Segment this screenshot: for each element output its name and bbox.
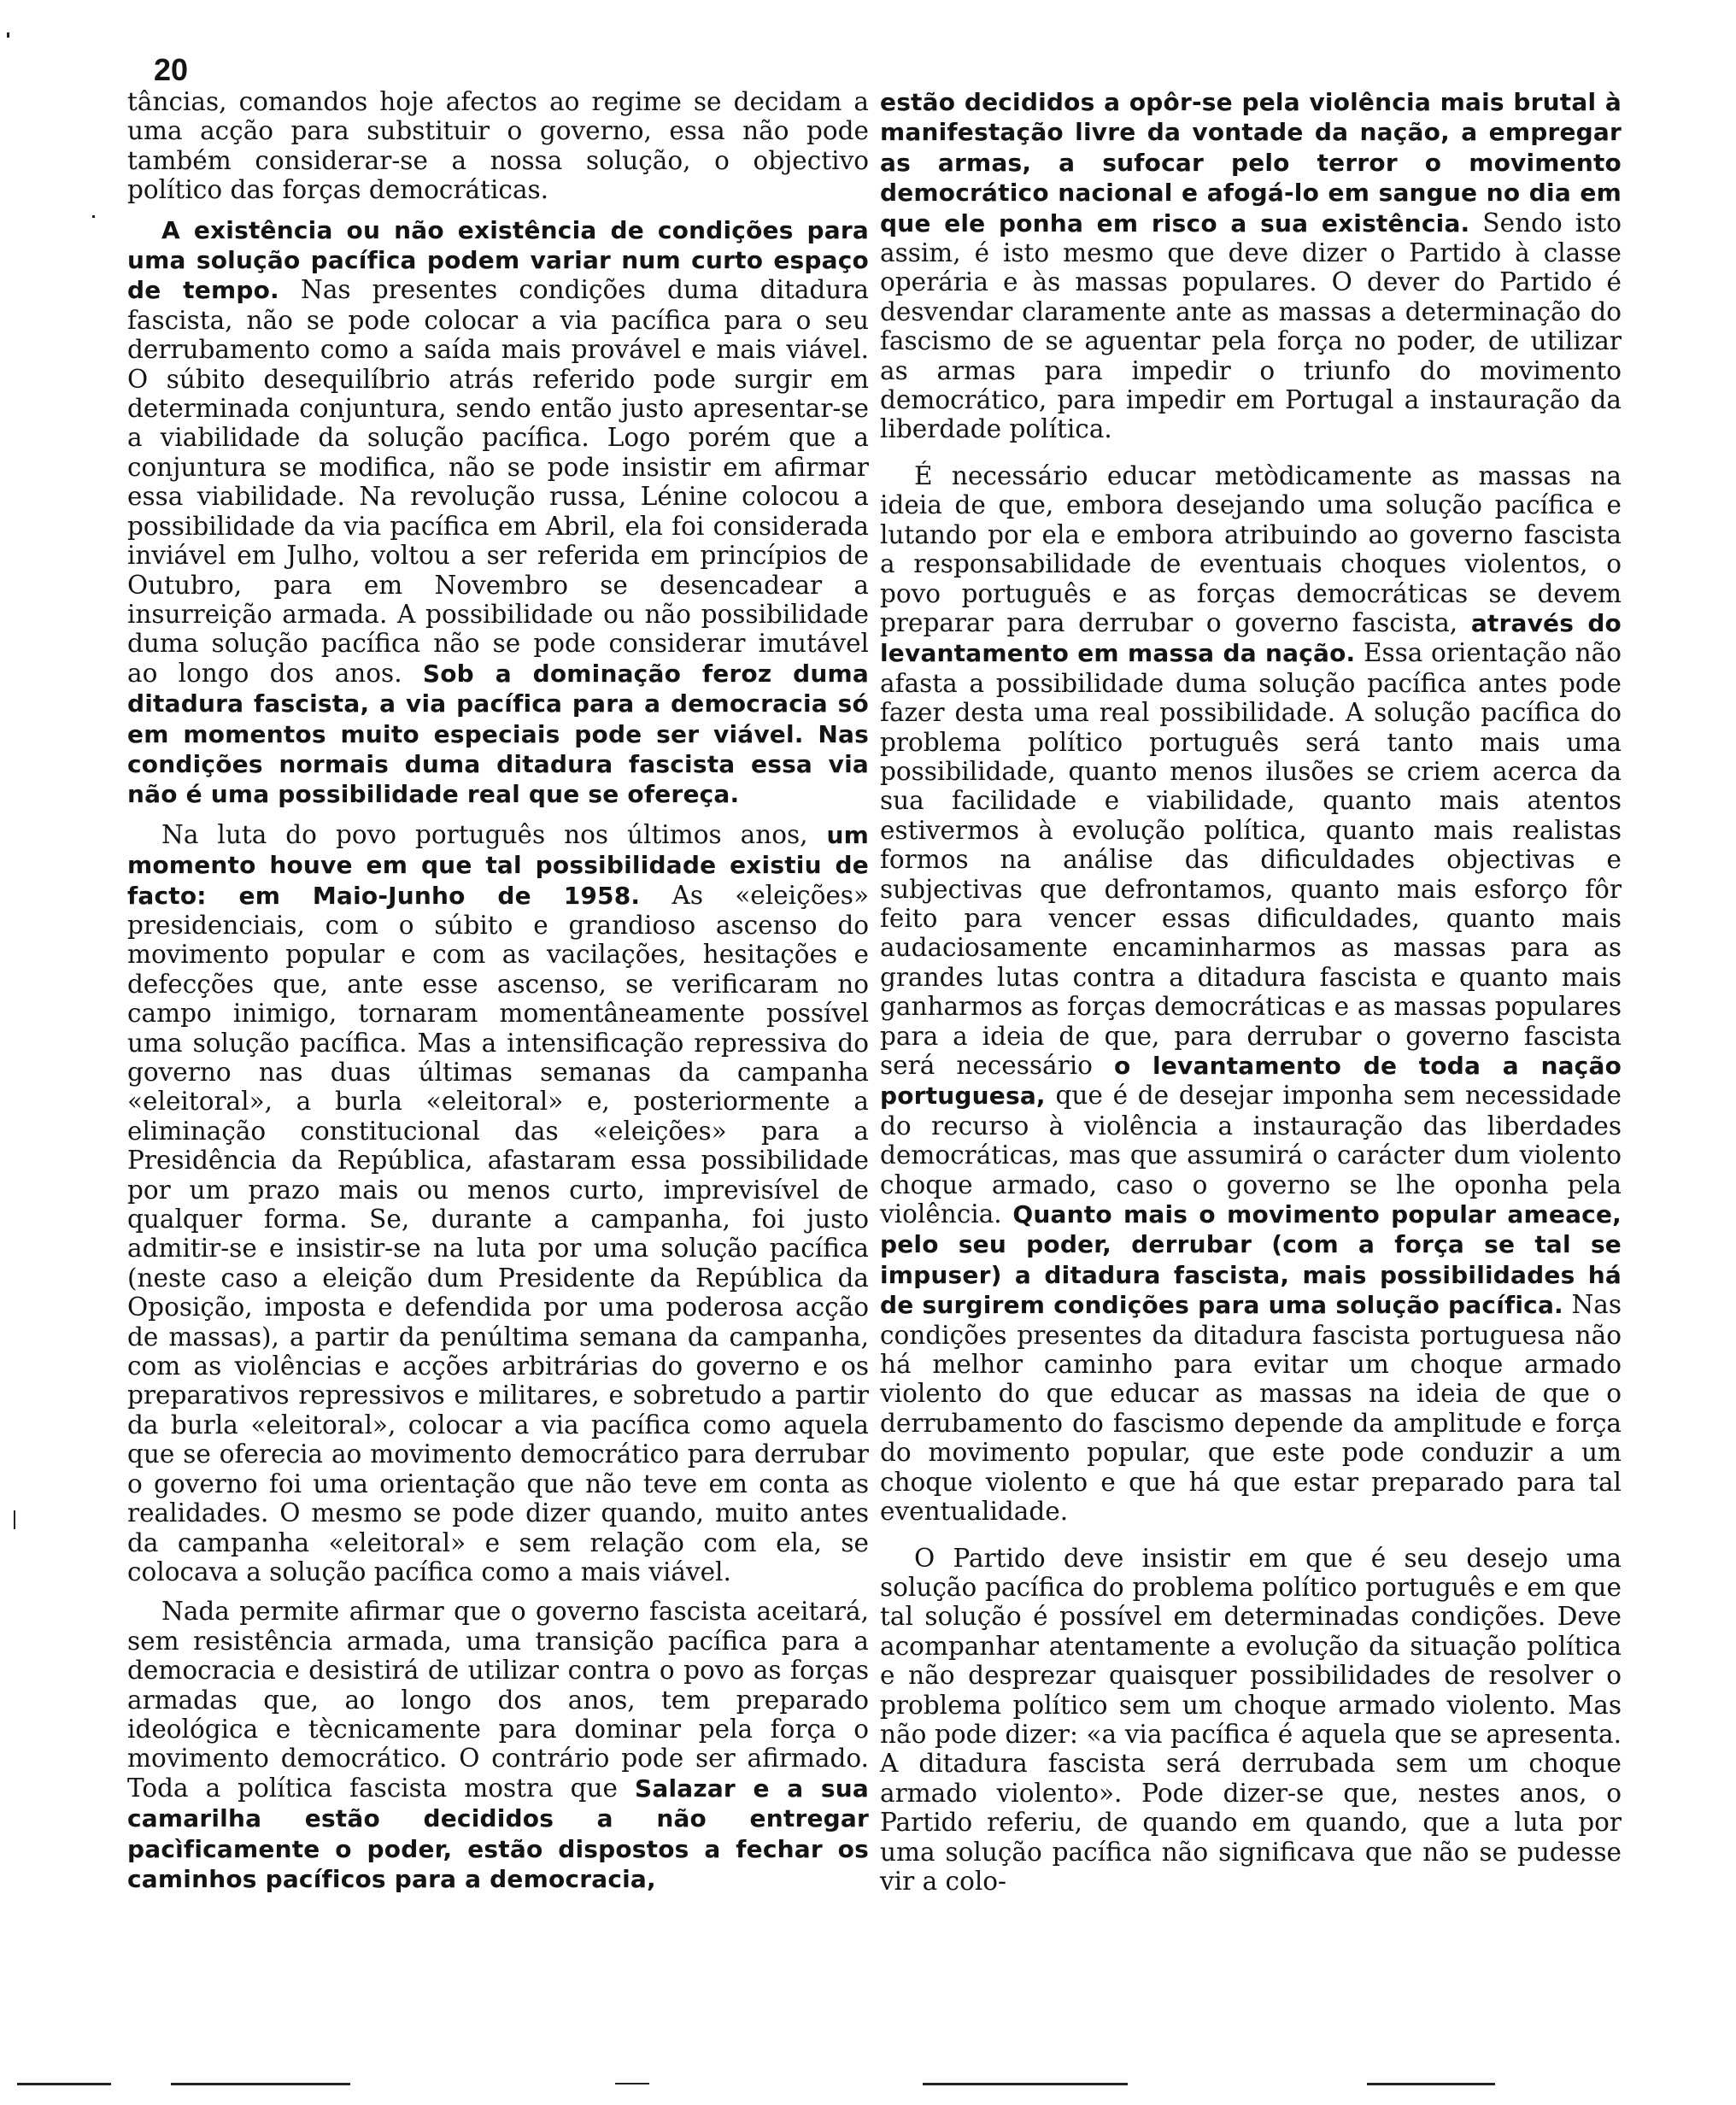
paragraph	[880, 461, 1622, 1527]
text-run: O Partido deve insistir em que é seu desejo uma solução pacífica do problema político português e em que tal solução é possível em determinadas condições. Deve acompanhar atentamente a evolução da situação política e não desprezar quaisquer possibilidades de resolver o problema político sem um choque armado violento. Mas não pode dizer: «a via pacífica é aquela que se apresenta. A ditadura fascista será derrubada sem um choque armado violento». Pode dizer-se que, nestes anos, o Partido referiu, de quando em quando, que a luta por uma solução pacífica não significava que não se pudesse vir a colo-	[880, 1543, 1622, 1896]
bold-text-run: Salazar e a sua camarilha estão decididos a não entregar pacìficamente o poder, estão dispostos a fechar os caminhos pacíficos para a democracia,	[127, 1774, 869, 1893]
scan-mark	[171, 2083, 350, 2085]
scan-mark	[615, 2083, 649, 2084]
paragraph	[127, 215, 869, 810]
page-number: 20	[154, 52, 189, 87]
text-run: É necessário educar metòdicamente as massas na ideia de que, embora desejando uma solução pacífica e lutando por ela e embora atribuindo ao governo fascista a responsabilidade de eventuais choques violentos, o povo português e as forças democráticas se devem preparar para derrubar o governo fascista,	[880, 460, 1622, 637]
text-run: Nada permite afirmar que o governo fascista aceitará, sem resistência armada, uma transição pacífica para a democracia e desistirá de utilizar contra o povo as forças armadas que, ao longo dos anos, tem preparado ideológica e tècnicamente para dominar pela força o movimento democrático. O contrário pode ser afirmado. Toda a política fascista mostra que	[127, 1597, 869, 1803]
paragraph	[127, 1597, 869, 1894]
paragraph	[127, 87, 869, 205]
paragraph	[880, 1544, 1622, 1897]
scan-mark	[92, 215, 95, 218]
text-run: Nas presentes condições duma ditadura fascista, não se pode colocar a via pacífica para o seu derrubamento como a saída mais provável e mais viável. O súbito desequilíbrio atrás referido pode surgir em determinada conjuntura, sendo então justo apresentar-se a viabilidade da solução pacífica. Logo porém que a conjuntura se modifica, não se pode insistir em afirmar essa viabilidade. Na revolução russa, Lénine colocou a possibilidade da via pacífica em Abril, ela foi considerada inviável em Julho, voltou a ser referida em princípios de Outubro, para em Novembro se desencadear a insurreição armada. A possibilidade ou não possibilidade duma solução pacífica não se pode considerar imutável ao longo dos anos.	[127, 275, 869, 688]
scan-mark	[923, 2083, 1128, 2085]
text-run: Na luta do povo português nos últimos anos,	[161, 819, 827, 849]
paragraph	[127, 820, 869, 1587]
text-run: que é de desejar imponha sem necessidade do recurso à violência a instauração das liberdades democráticas, mas que assumirá o carácter dum violento choque armado, caso o governo se lhe oponha pela violência.	[880, 1081, 1622, 1229]
scan-mark	[7, 32, 9, 38]
text-run: Essa orientação não afasta a possibilidade duma solução pacífica antes pode fazer desta uma real possibilidade. A solução pacífica do problema político português será tanto mais uma possibilidade, quanto menos ilusões se criem acerca da sua facilidade e viabilidade, quanto mais atentos estivermos à evolução política, quanto mais realistas formos na análise das dificuldades objectivas e subjectivas que defrontamos, quanto mais esforço fôr feito para vencer essas dificuldades, quanto mais audaciosamente encaminharmos as massas para as grandes lutas contra a ditadura fascista e quanto mais ganharmos as forças democráticas e as massas populares para a ideia de que, para derrubar o governo fascista será necessário	[880, 638, 1622, 1080]
text-run: tâncias, comandos hoje afectos ao regime se decidam a uma acção para substituir o governo, essa não pode também considerar-se a nossa solução, o objectivo político das forças democráticas.	[127, 87, 869, 205]
text-run: Sendo isto assim, é isto mesmo que deve dizer o Partido à classe operária e às massas populares. O dever do Partido é desvendar claramente ante as massas a determinação do fascismo de se aguentar pela força no poder, de utilizar as armas para impedir o triunfo do movimento democrático, para impedir em Portugal a instauração da liberdade política.	[880, 208, 1622, 444]
scan-mark	[17, 2083, 111, 2085]
left-column	[127, 87, 869, 1894]
text-run: Nas condições presentes da ditadura fascista portuguesa não há melhor caminho para evitar um choque armado violento do que educar as massas na ideia de que o derrubamento do fascismo depende da amplitude e força do movimento popular, que este pode conduzir a um choque violento e que há que estar preparado para tal eventualidade.	[880, 1290, 1622, 1527]
right-column	[880, 87, 1622, 1896]
bold-text-run: Sob a dominação feroz duma ditadura fascista, a via pacífica para a democracia só em momentos muito especiais pode ser viável. Nas condições normais duma ditadura fascista essa via não é uma possibilidade real que se ofereça.	[127, 659, 870, 809]
text-run: As «eleições» presidenciais, com o súbito e grandioso ascenso do movimento popular e com as vacilações, hesitações e defecções que, ante esse ascenso, se verificaram no campo inimigo, tornaram momentâneamente possível uma solução pacífica. Mas a intensificação repressiva do governo nas duas últimas semanas da campanha «eleitoral», a burla «eleitoral» e, posteriormente a eliminação constitucional das «eleições» para a Presidência da República, afastaram essa possibilidade por um prazo mais ou menos curto, imprevisível de qualquer forma. Se, durante a campanha, foi justo admitir-se e insistir-se na luta por uma solução pacífica (neste caso a eleição dum Presidente da República da Oposição, imposta e defendida por uma poderosa acção de massas), a partir da penúltima semana da campanha, com as violências e acções arbitrárias do governo e os preparativos repressivos e militares, e sobretudo a partir da burla «eleitoral», colocar a via pacífica como aquela que se oferecia ao movimento democrático para derrubar o governo foi uma orientação que não teve em conta as realidades. O mesmo se pode dizer quando, muito antes da campanha «eleitoral» e sem relação com ela, se colocava a solução pacífica como a mais viável.	[127, 880, 869, 1586]
scan-mark	[14, 1510, 15, 1529]
bold-text-run: o levantamento de toda a nação portuguesa,	[880, 1052, 1622, 1111]
bold-text-run: um momento houve em que tal possibilidade existiu de facto: em Maio-Junho de 1958.	[127, 820, 869, 910]
paragraph	[880, 87, 1622, 444]
bold-text-run: estão decididos a opôr-se pela violência mais brutal à manifestação livre da vontade da nação, a empregar as armas, a sufocar pelo terror o movimento democrático nacional e afogá-lo em sangue no dia em que ele ponha em risco a sua existência.	[880, 88, 1622, 237]
scan-mark	[1367, 2083, 1495, 2085]
bold-text-run: através do levantamento em massa da nação.	[880, 608, 1622, 668]
bold-text-run: Quanto mais o movimento popular ameace, pelo seu poder, derrubar (com a força se tal se impuser) a ditadura fascista, mais possibilidades há de surgirem condições para uma solução pacífica.	[880, 1200, 1622, 1320]
bold-text-run: A existência ou não existência de condições para uma solução pacífica podem variar num curto espaço de tempo.	[127, 215, 869, 305]
